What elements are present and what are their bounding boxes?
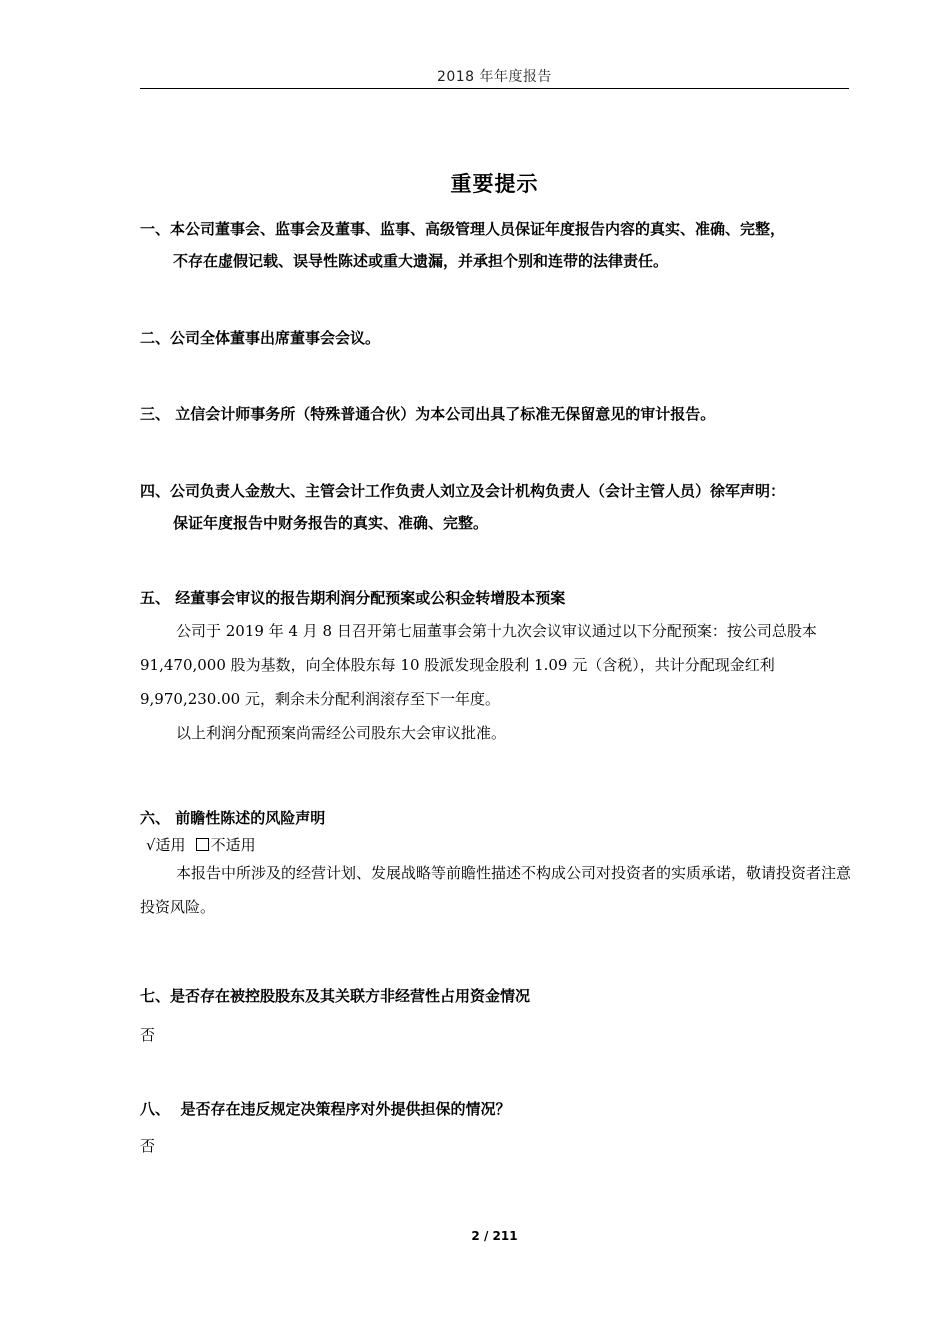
section-6-heading: 六、 前瞻性陈述的风险声明 xyxy=(140,809,326,827)
section-5 xyxy=(140,582,852,750)
page-title: 重要提示 xyxy=(450,172,539,196)
section-5-paragraph-1: 公司于 2019 年 4 月 8 日召开第七届董事会第十九次会议审议通过以下分配预案：按公司总股本 91,470,000 股为基数，向全体股东每 10 股派发现金股利 1.09 元（含税），共计分配现金红利 9,970,230.00 元，剩余未分配利润滚存至下一年度。 xyxy=(140,622,817,708)
section-2 xyxy=(140,322,852,354)
applicable-option: √适用 xyxy=(146,836,186,854)
section-8 xyxy=(140,1093,852,1163)
page-number: 2 / 211 xyxy=(471,1229,518,1243)
section-4-line-2: 保证年度报告中财务报告的真实、准确、完整。 xyxy=(173,514,489,532)
section-8-heading: 八、 是否存在违反规定决策程序对外提供担保的情况？ xyxy=(140,1100,511,1118)
section-5-heading: 五、 经董事会审议的报告期利润分配预案或公积金转增股本预案 xyxy=(140,589,566,607)
section-3 xyxy=(140,398,852,430)
section-2-line-1: 二、公司全体董事出席董事会会议。 xyxy=(140,329,381,347)
page-header: 2018 年年度报告 xyxy=(436,69,553,85)
section-5-paragraph-2: 以上利润分配预案尚需经公司股东大会审议批准。 xyxy=(176,724,507,742)
section-6-paragraph-1: 本报告中所涉及的经营计划、发展战略等前瞻性描述不构成公司对投资者的实质承诺，敬请投资者注意投资风险。 xyxy=(140,864,852,916)
section-1 xyxy=(140,213,852,277)
unchecked-box-icon xyxy=(196,838,209,851)
section-1-line-1: 一、本公司董事会、监事会及董事、监事、高级管理人员保证年度报告内容的真实、准确、完整， xyxy=(140,220,786,238)
section-6 xyxy=(140,802,852,924)
section-1-line-2: 不存在虚假记载、误导性陈述或重大遗漏，并承担个别和连带的法律责任。 xyxy=(173,252,669,270)
applicability-row xyxy=(140,834,852,856)
not-applicable-option: 不适用 xyxy=(210,836,256,854)
section-4 xyxy=(140,475,852,539)
section-7-answer: 否 xyxy=(140,1026,156,1044)
header-divider xyxy=(140,88,849,89)
section-7-heading: 七、是否存在被控股股东及其关联方非经营性占用资金情况 xyxy=(140,987,531,1005)
section-4-line-1: 四、公司负责人金敖大、主管会计工作负责人刘立及会计机构负责人（会计主管人员）徐军声明： xyxy=(140,482,786,500)
section-7 xyxy=(140,980,852,1052)
section-3-line-1: 三、 立信会计师事务所（特殊普通合伙）为本公司出具了标准无保留意见的审计报告。 xyxy=(140,405,716,423)
section-8-answer: 否 xyxy=(140,1137,156,1155)
